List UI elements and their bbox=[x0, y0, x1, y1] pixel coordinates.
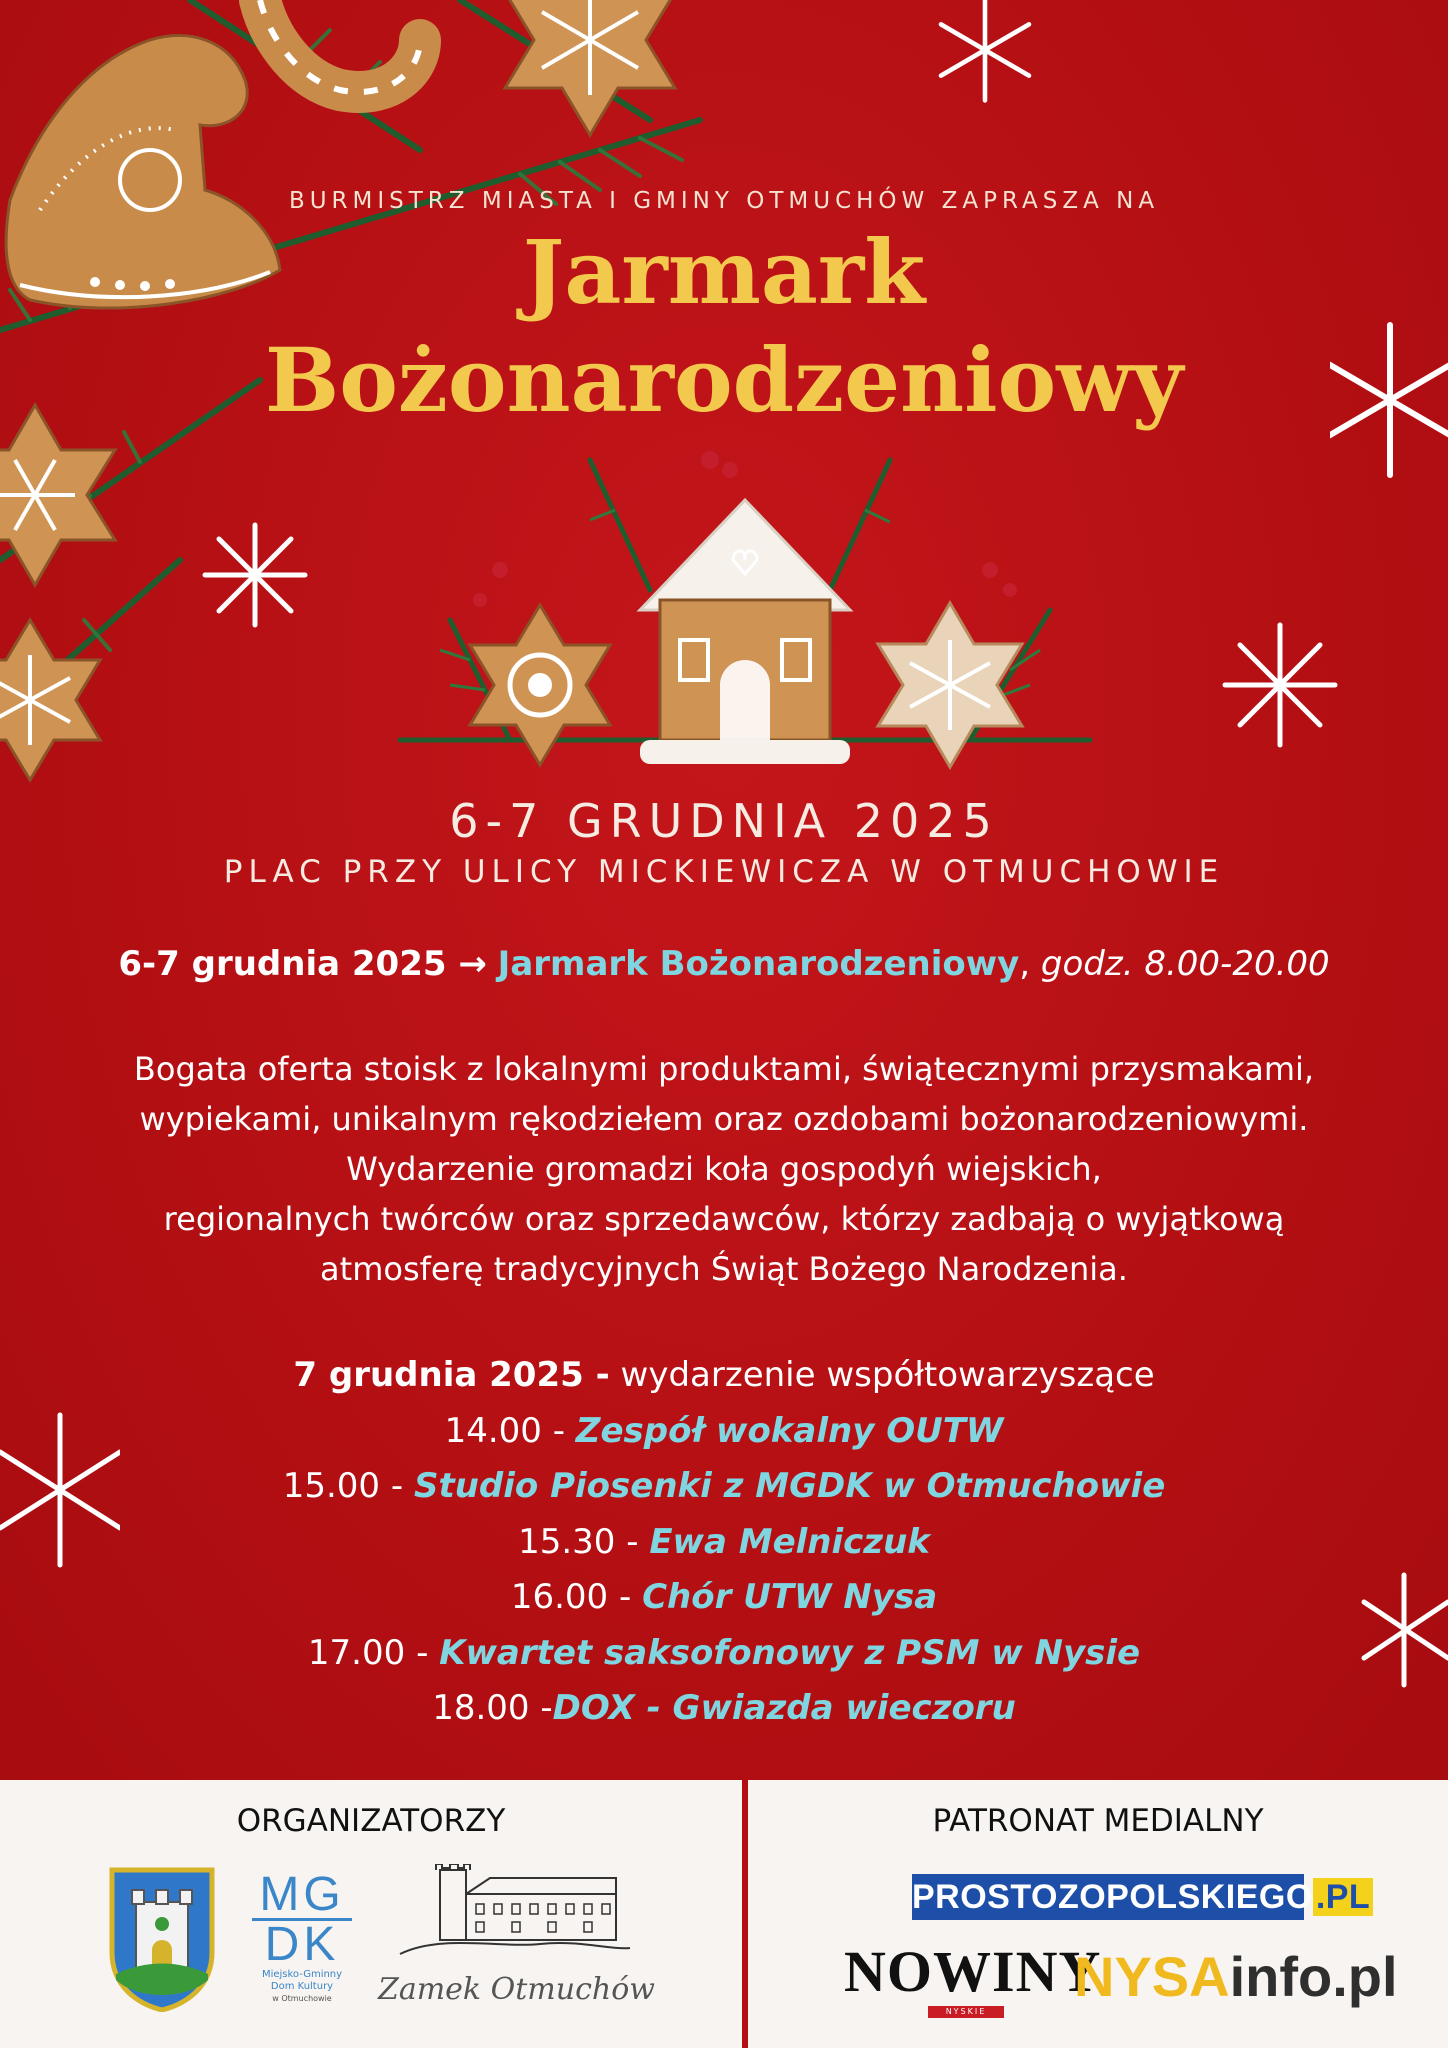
snowflake-icon bbox=[925, 0, 1045, 105]
market-info-line bbox=[0, 944, 1448, 984]
schedule-performer: Zespół wokalny OUTW bbox=[575, 1410, 1004, 1451]
schedule-performer: DOX - Gwiazda wieczoru bbox=[552, 1688, 1016, 1728]
snowflake-icon bbox=[1220, 620, 1340, 750]
nowiny-text: NOWINY bbox=[844, 1939, 1102, 2004]
description-line: Wydarzenie gromadzi koła gospodyń wiejskich, bbox=[346, 1150, 1102, 1188]
schedule-header bbox=[0, 1348, 1448, 1404]
event-title-line2: Bożonarodzeniowy bbox=[264, 328, 1184, 432]
prostozopolskiego-logo bbox=[912, 1874, 1371, 1920]
description-line: atmosferę tradycyjnych Świąt Bożego Narodzenia. bbox=[320, 1250, 1128, 1288]
schedule-time: 15.00 - bbox=[282, 1466, 404, 1506]
mgdk-caption-line: Miejsko-Gminny bbox=[261, 1969, 343, 1980]
schedule-time: 14.00 - bbox=[444, 1410, 565, 1451]
schedule-time: 15.30 - bbox=[518, 1521, 639, 1562]
prosto-pl-text: .PL bbox=[1313, 1878, 1373, 1916]
market-name: Jarmark Bożonarodzeniowy bbox=[497, 944, 1020, 984]
event-description bbox=[0, 1044, 1448, 1294]
media-patrons-heading: PATRONAT MEDIALNY bbox=[932, 1803, 1264, 1839]
description-line: wypiekami, unikalnym rękodziełem oraz ozdobami bożonarodzeniowymi. bbox=[139, 1100, 1309, 1138]
nowiny-nyskie-logo bbox=[844, 1928, 1102, 2020]
schedule-subtitle: wydarzenie współtowarzyszące bbox=[620, 1355, 1155, 1395]
event-title-line1: Jarmark bbox=[522, 220, 926, 324]
schedule-item bbox=[0, 1626, 1448, 1682]
organizers-heading: ORGANIZATORZY bbox=[236, 1803, 506, 1839]
event-place: PLAC PRZY ULICY MICKIEWICZA W OTMUCHOWIE bbox=[223, 854, 1225, 890]
nowiny-sub-text: NYSKIE bbox=[928, 2006, 1004, 2018]
gingerbread-house-illustration bbox=[390, 440, 1110, 780]
schedule-item bbox=[0, 1515, 1448, 1571]
snowflake-icon bbox=[195, 520, 315, 630]
description-line: regionalnych twórców oraz sprzedawców, którzy zadbają o wyjątkową bbox=[163, 1200, 1285, 1238]
schedule-performer: Studio Piosenki z MGDK w Otmuchowie bbox=[413, 1466, 1166, 1506]
schedule-item bbox=[0, 1570, 1448, 1626]
schedule bbox=[0, 1348, 1448, 1737]
schedule-performer: Ewa Melniczuk bbox=[649, 1521, 930, 1562]
zamek-script-text: Zamek Otmuchów bbox=[378, 1972, 655, 2007]
nysa-part1: NYSA bbox=[1074, 1945, 1230, 2008]
mgdk-letters-bottom: DK bbox=[264, 1918, 340, 1971]
schedule-time: 16.00 - bbox=[510, 1577, 632, 1617]
schedule-performer: Chór UTW Nysa bbox=[642, 1577, 938, 1617]
mgdk-caption-line: Dom Kultury bbox=[270, 1981, 334, 1992]
market-hours: godz. 8.00-20.00 bbox=[1040, 944, 1330, 984]
schedule-performer: Kwartet saksofonowy z PSM w Nysie bbox=[439, 1632, 1141, 1673]
mgdk-caption bbox=[252, 1969, 352, 2005]
zamek-castle-logo bbox=[380, 1864, 640, 1974]
nysa-part2: info.pl bbox=[1229, 1945, 1398, 2008]
market-date: 6-7 grudnia 2025 → bbox=[118, 944, 487, 984]
prosto-main-text: PROSTOZOPOLSKIEGO bbox=[912, 1878, 1313, 1916]
otmuchow-coat-of-arms-logo bbox=[106, 1862, 218, 2012]
schedule-time: 17.00 - bbox=[307, 1632, 429, 1673]
schedule-item bbox=[0, 1459, 1448, 1515]
nysainfo-logo bbox=[1074, 1944, 1398, 2009]
schedule-time: 18.00 - bbox=[432, 1688, 553, 1728]
event-date: 6-7 GRUDNIA 2025 bbox=[449, 794, 999, 848]
schedule-item bbox=[0, 1404, 1448, 1460]
market-comma: , bbox=[1019, 944, 1031, 984]
description-line: Bogata oferta stoisk z lokalnymi produktami, świątecznymi przysmakami, bbox=[133, 1050, 1315, 1088]
invitation-line: BURMISTRZ MIASTA I GMINY OTMUCHÓW ZAPRASZA NA bbox=[288, 188, 1160, 214]
mgdk-caption-line: w Otmuchowie bbox=[272, 1994, 332, 2003]
schedule-date: 7 grudnia 2025 - bbox=[293, 1355, 610, 1395]
mgdk-logo bbox=[252, 1868, 352, 2012]
mgdk-letters-top: MG bbox=[252, 1872, 352, 1921]
schedule-item bbox=[0, 1681, 1448, 1737]
